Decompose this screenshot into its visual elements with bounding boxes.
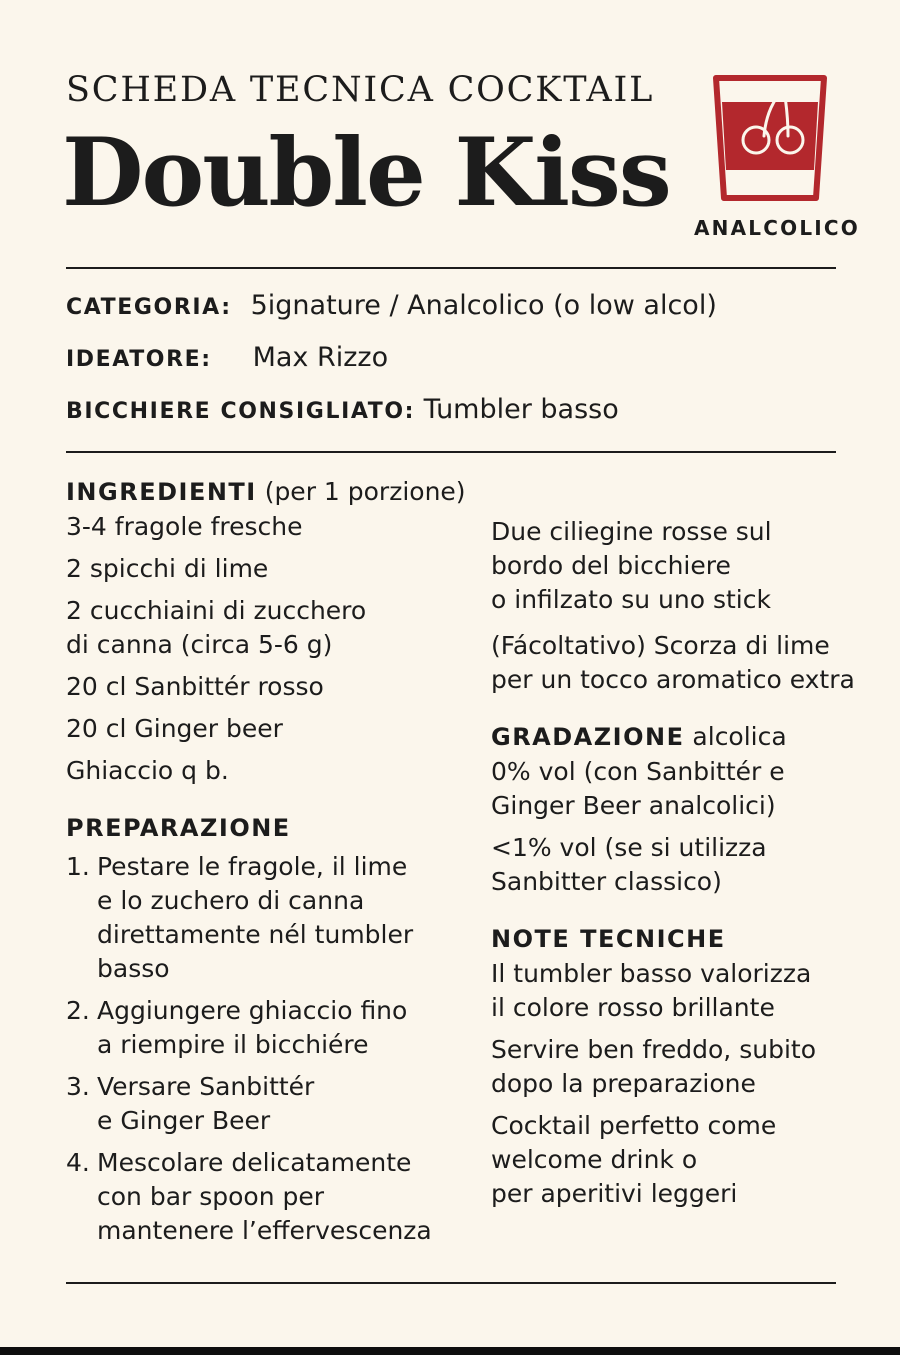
- note-item: Cocktail perfetto come welcome drink o per aperitivi leggeri: [491, 1111, 777, 1208]
- creator-value: Max Rizzo: [252, 342, 389, 373]
- category-label: CATEGORIA:: [66, 295, 232, 320]
- preparation-step: 2. Aggiungere ghiaccio fino a riempire il bicchiére: [66, 996, 408, 1059]
- cocktail-title: Double Kiss: [62, 118, 670, 228]
- tumbler-with-cherries-icon: [712, 74, 828, 202]
- note-item: Il tumbler basso valorizza il colore rosso brillante: [491, 959, 812, 1022]
- divider-bottom: [66, 1282, 836, 1284]
- left-column: [66, 474, 466, 1248]
- ingredient-item: 20 cl Ginger beer: [66, 714, 283, 743]
- creator-label: IDEATORE:: [66, 347, 212, 372]
- glass-row: [66, 394, 619, 425]
- bottom-edge-bar: [0, 1347, 900, 1355]
- notes-heading: NOTE TECNICHE: [491, 925, 726, 953]
- alcohol-item: <1% vol (se si utilizza Sanbitter classico): [491, 833, 767, 896]
- ingredient-item: 3-4 fragole fresche: [66, 512, 303, 541]
- divider-top: [66, 267, 836, 269]
- garnish-item: Due ciliegine rosse sul bordo del bicchiere o infilzato su uno stick: [491, 517, 772, 614]
- creator-row: [66, 342, 388, 373]
- glass-value: Tumbler basso: [423, 394, 619, 425]
- ingredient-item: 20 cl Sanbittér rosso: [66, 672, 324, 701]
- category-value: 5ignature / Analcolico (o low alcol): [250, 290, 717, 321]
- alcohol-heading: GRADAZIONE alcolica: [491, 722, 787, 751]
- preparation-steps: [66, 850, 456, 1248]
- garnish-item: (Fácoltativo) Scorza di lime per un tocco aromatico extra: [491, 631, 855, 694]
- document-kicker: SCHEDA TECNICA COCKTAIL: [66, 70, 655, 110]
- preparation-step: 3. Versare Sanbittér e Ginger Beer: [66, 1072, 315, 1135]
- ingredient-item: 2 spicchi di lime: [66, 554, 269, 583]
- note-item: Servire ben freddo, subito dopo la preparazione: [491, 1035, 816, 1098]
- ingredient-item: Ghiaccio q b.: [66, 756, 229, 785]
- ingredient-item: 2 cucchiaini di zucchero di canna (circa 5-6 g): [66, 596, 367, 659]
- preparation-heading: PREPARAZIONE: [66, 814, 291, 842]
- non-alcoholic-badge: ANALCOLICO: [694, 216, 860, 240]
- category-row: [66, 290, 717, 321]
- divider-middle: [66, 451, 836, 453]
- glass-label: BICCHIERE CONSIGLIATO:: [66, 399, 416, 424]
- preparation-step: 1. Pestare le fragole, il lime e lo zuchero di canna direttamente nél tumbler basso: [66, 852, 414, 983]
- right-column: [491, 515, 881, 1211]
- alcohol-item: 0% vol (con Sanbittér e Ginger Beer analcolici): [491, 757, 785, 820]
- ingredients-heading: INGREDIENTI (per 1 porzione): [66, 477, 466, 506]
- preparation-step: 4. Mescolare delicatamente con bar spoon per mantenere l’effervescenza: [66, 1148, 432, 1245]
